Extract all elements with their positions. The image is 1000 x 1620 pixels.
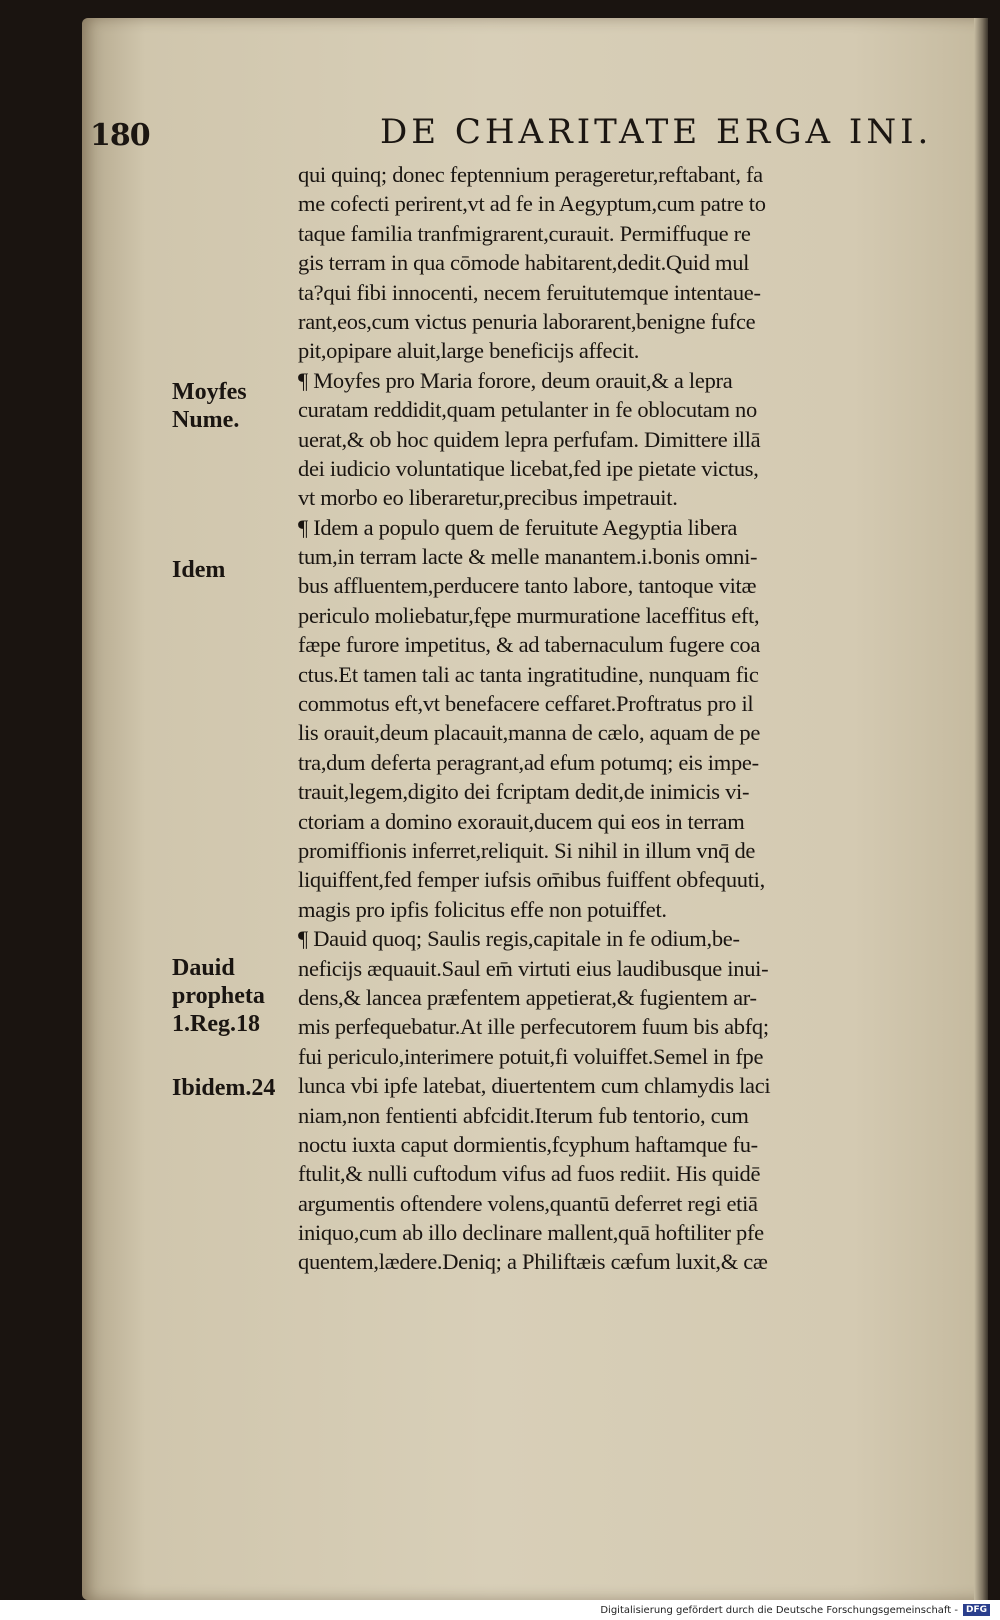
text-line: ctoriam a domino exorauit,ducem qui eos in terram bbox=[298, 808, 745, 834]
text-line: gis terram in qua cōmode habitarent,dedit.Quid mul bbox=[298, 250, 750, 276]
margin-note-line: Nume. bbox=[172, 407, 240, 433]
text-line: lis orauit,deum placauit,manna de cælo, aquam de pe bbox=[298, 720, 761, 746]
margin-note-david bbox=[172, 954, 265, 1038]
text-line: ctus.Et tamen tali ac tanta ingratitudine, nunquam fic bbox=[298, 661, 759, 687]
text-line: fæpe furore impetitus, & ad tabernaculum fugere coa bbox=[298, 632, 761, 658]
text-line: dei iudicio voluntatique licebat,fed ipe pietate victus, bbox=[298, 455, 759, 481]
text-line: lunca vbi ipfe latebat, diuertentem cum chlamydis laci bbox=[298, 1073, 771, 1099]
text-line: ta?qui fibi innocenti, necem feruitutemque intentaue- bbox=[298, 279, 761, 305]
margin-note-line: 1.Reg.18 bbox=[172, 1011, 260, 1037]
text-line: mis perfequebatur.At ille perfecutorem fuum bis abfq; bbox=[298, 1014, 769, 1040]
margin-note-moyses bbox=[172, 378, 247, 434]
text-line: ¶ Dauid quoq; Saulis regis,capitale in fe odium,be- bbox=[298, 926, 740, 952]
text-line: dens,& lancea præfentem appetierat,& fugientem ar- bbox=[298, 984, 757, 1010]
footer-credit: Digitalisierung gefördert durch die Deutsche Forschungsgemeinschaft - bbox=[600, 1605, 958, 1616]
text-line: magis pro ipfis folicitus effe non potuiffet. bbox=[298, 896, 667, 922]
text-line: noctu iuxta caput dormientis,fcyphum haftamque fu- bbox=[298, 1131, 758, 1157]
text-line: taque familia tranfmigrarent,curauit. Permiffuque re bbox=[298, 220, 751, 246]
body-text bbox=[298, 160, 958, 1277]
text-line: me cofecti perirent,vt ad fe in Aegyptum,cum patre to bbox=[298, 191, 766, 217]
text-line: liquiffent,fed femper iufsis om̄ibus fuiffent obfequuti, bbox=[298, 867, 765, 893]
text-line: argumentis oftendere volens,quantū deferret regi etiā bbox=[298, 1190, 758, 1216]
text-line: quentem,lædere.Deniq; a Philiftæis cæfum luxit,& cæ bbox=[298, 1249, 768, 1275]
text-line: commotus eft,vt benefacere ceffaret.Proftratus pro il bbox=[298, 691, 754, 717]
running-title: DE CHARITATE ERGA INI. bbox=[380, 112, 933, 152]
page-edge bbox=[974, 18, 988, 1600]
text-line: curatam reddidit,quam petulanter in fe oblocutam no bbox=[298, 397, 757, 423]
text-line: rant,eos,cum victus penuria laborarent,benigne fufce bbox=[298, 308, 756, 334]
text-line: ¶ Idem a populo quem de feruitute Aegyptia libera bbox=[298, 514, 738, 540]
folio-number: 180 bbox=[90, 118, 150, 153]
margin-note-idem bbox=[172, 556, 225, 584]
text-line: neficijs æquauit.Saul em̄ virtuti eius laudibusque inui- bbox=[298, 955, 769, 981]
text-line: ¶ Moyfes pro Maria forore, deum orauit,& a lepra bbox=[298, 367, 733, 393]
margin-note-line: Dauid bbox=[172, 955, 235, 981]
text-line: promiffionis inferret,reliquit. Si nihil in illum vnq̄ de bbox=[298, 837, 756, 863]
margin-note-line: Idem bbox=[172, 557, 226, 583]
text-line: vt morbo eo liberaretur,precibus impetrauit. bbox=[298, 485, 678, 511]
text-line: tum,in terram lacte & melle manantem.i.bonis omni- bbox=[298, 544, 758, 570]
text-line: ftulit,& nulli cuftodum vifus ad fuos rediit. His quidē bbox=[298, 1161, 761, 1187]
text-line: trauit,legem,digito dei fcriptam dedit,de inimicis vi- bbox=[298, 779, 750, 805]
text-line: bus affluentem,perducere tanto labore, tantoque vitæ bbox=[298, 573, 757, 599]
text-line: fui periculo,interimere potuit,fi voluiffet.Semel in fpe bbox=[298, 1043, 764, 1069]
margin-note-line: Ibidem.24 bbox=[172, 1075, 276, 1101]
margin-note-line: Moyfes bbox=[172, 379, 247, 405]
text-line: iniquo,cum ab illo declinare mallent,quā hoftiliter pfe bbox=[298, 1220, 764, 1246]
margin-note-line: propheta bbox=[172, 983, 265, 1009]
margin-note-ibidem bbox=[172, 1074, 275, 1102]
text-line: periculo moliebatur,fępe murmuratione laceffitus eft, bbox=[298, 602, 760, 628]
text-line: tra,dum deferta peragrant,ad efum potumq; eis impe- bbox=[298, 749, 759, 775]
dfg-logo: DFG bbox=[963, 1604, 990, 1616]
text-line: pit,opipare aluit,large beneficijs affecit. bbox=[298, 338, 640, 364]
text-line: niam,non fentienti abfcidit.Iterum fub tentorio, cum bbox=[298, 1102, 749, 1128]
text-line: qui quinq; donec feptennium perageretur,reftabant, fa bbox=[298, 162, 763, 187]
text-line: uerat,& ob hoc quidem lepra perfufam. Dimittere illā bbox=[298, 426, 761, 452]
footer-bar bbox=[0, 1600, 1000, 1620]
